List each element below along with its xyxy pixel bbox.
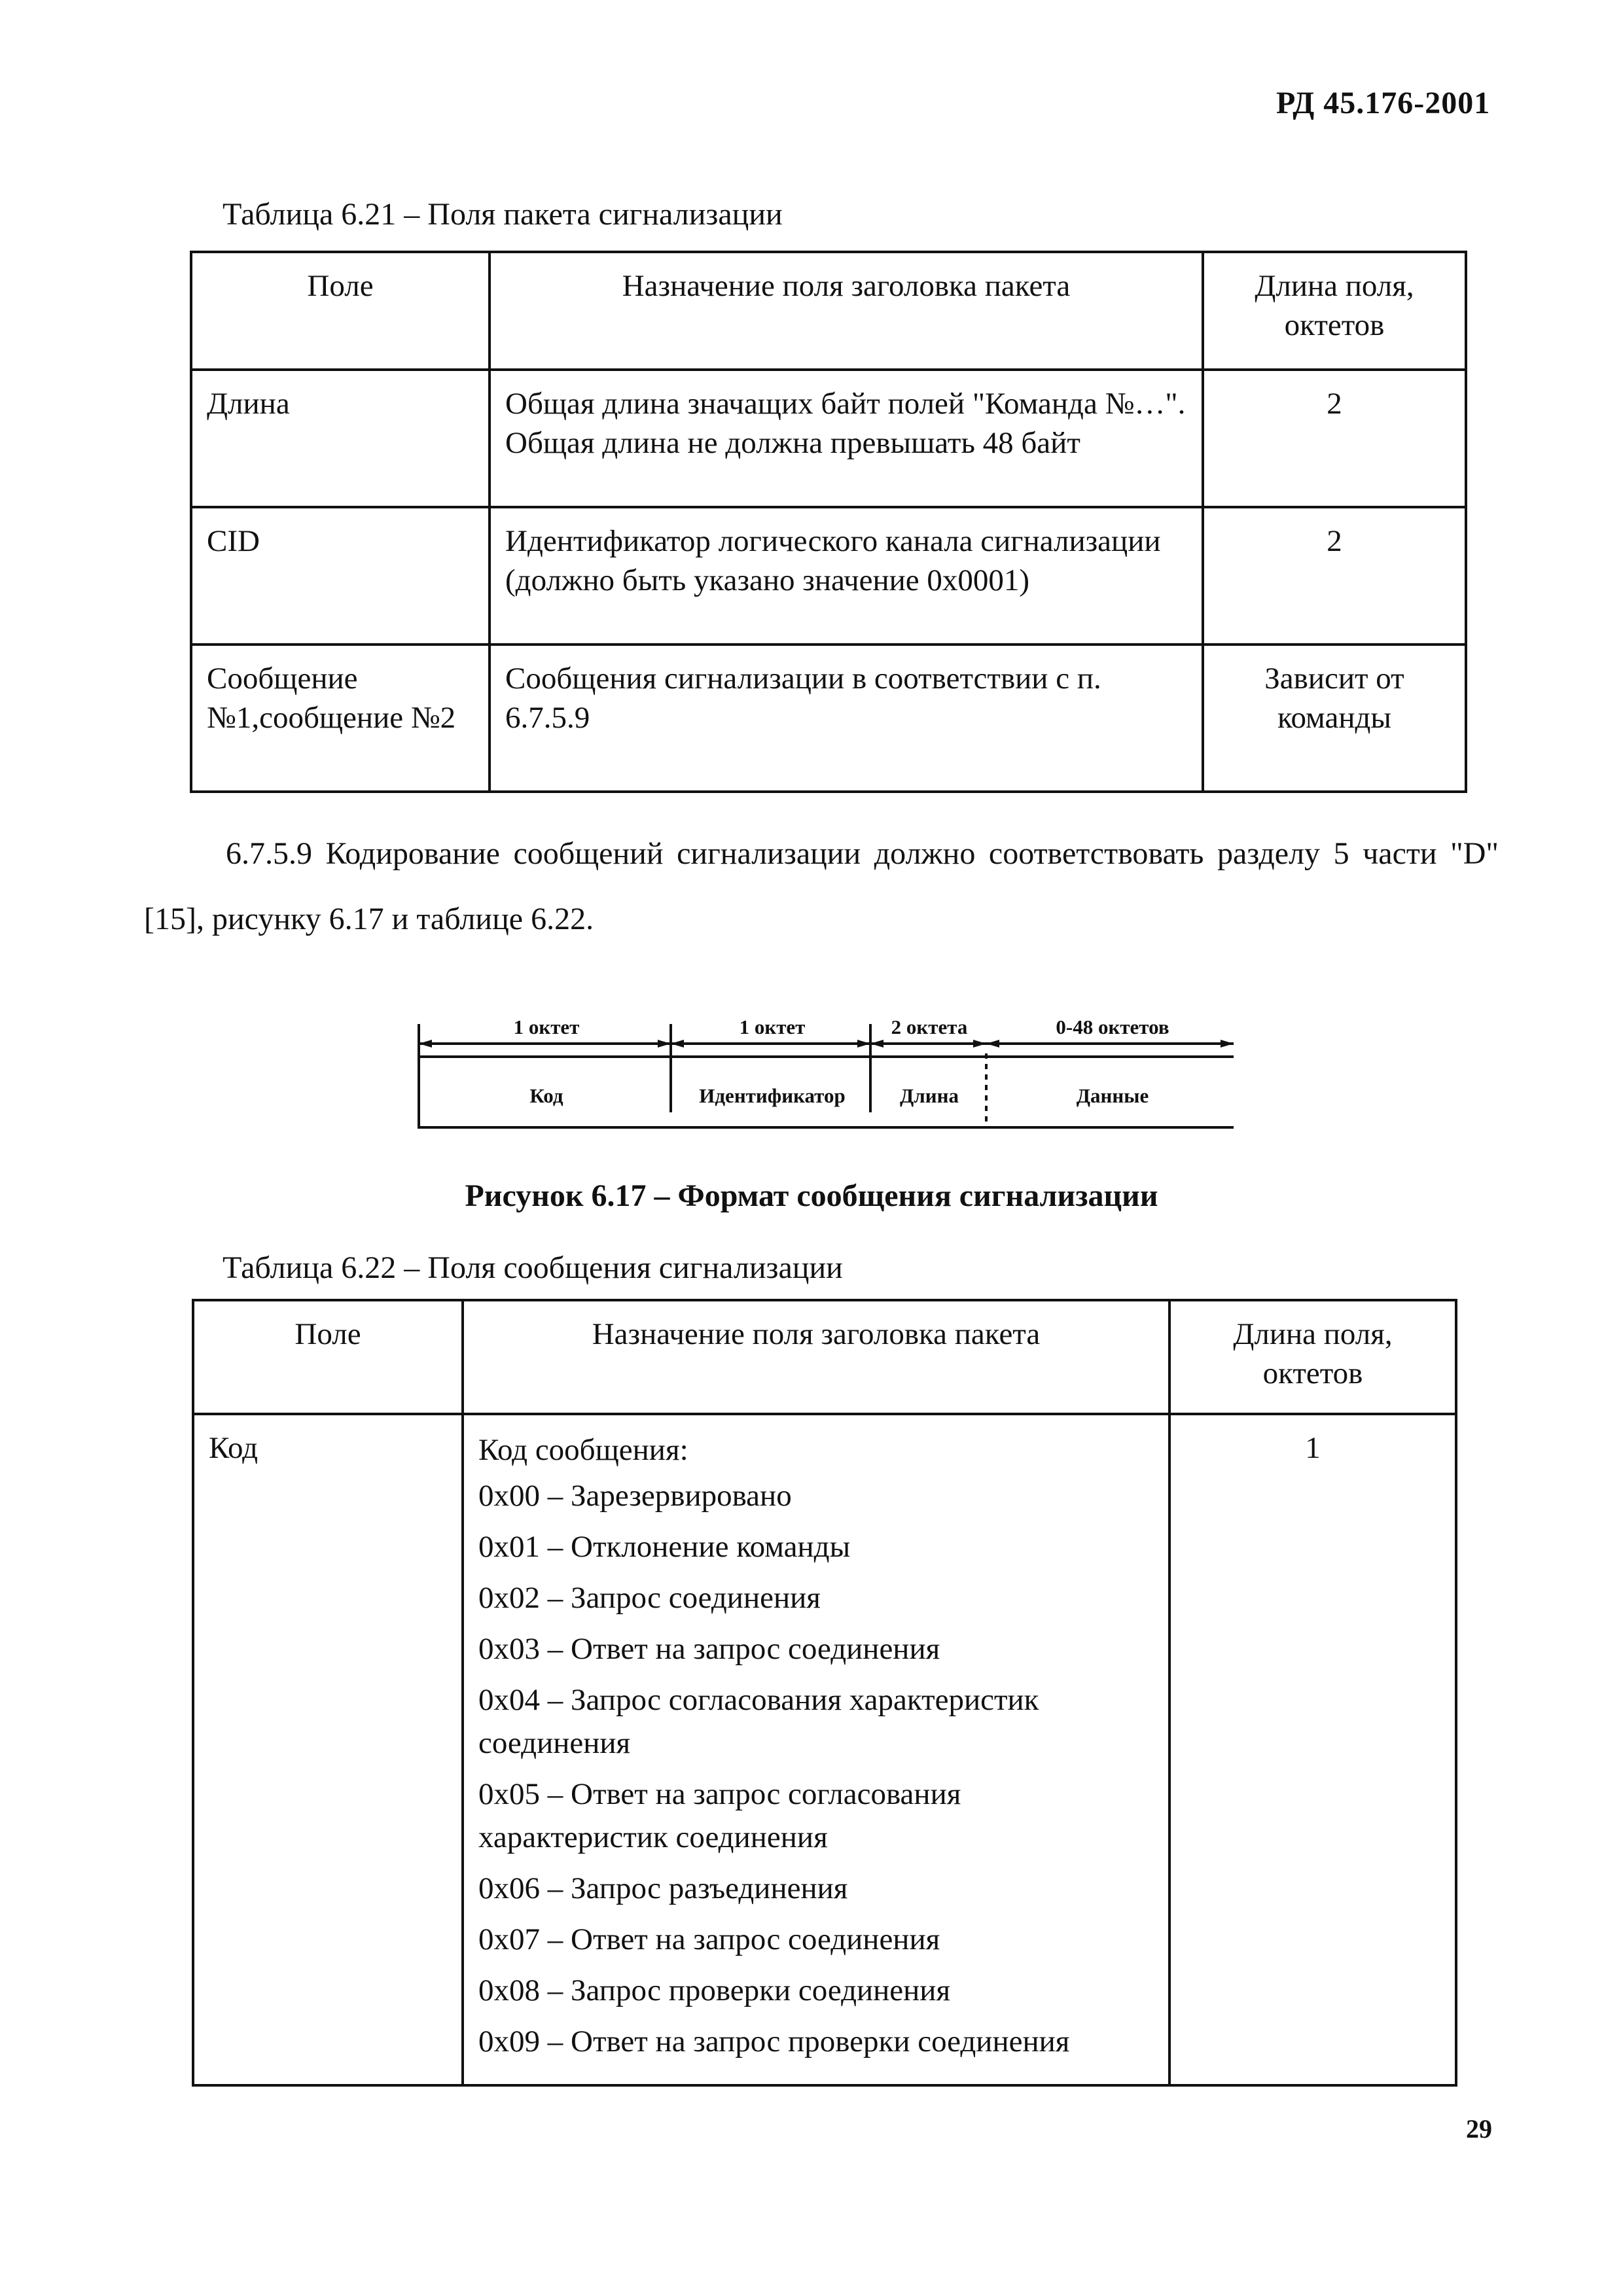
header-purpose: Назначение поля заголовка пакета — [463, 1300, 1169, 1414]
table-row — [193, 1414, 1456, 2085]
span-label-data: 0-48 октетов — [1056, 1016, 1169, 1038]
code-list-title: Код сообщения: — [478, 1433, 688, 1467]
cell-length: 2 — [1203, 370, 1466, 507]
section-6-7-5-9-paragraph: 6.7.5.9 Кодирование сообщений сигнализации должно соответствовать разделу 5 части "D" [15], рисунку 6.17 и таблице 6.22. — [144, 836, 1499, 936]
header-purpose: Назначение поля заголовка пакета — [490, 252, 1203, 370]
signaling-message-format-diagram — [416, 998, 1234, 1129]
table-row — [191, 507, 1466, 645]
document-id: РД 45.176-2001 — [1276, 86, 1491, 120]
code-item: 0x06 – Запрос разъединения — [478, 1871, 848, 1905]
table-row — [191, 645, 1466, 792]
code-item: 0x07 – Ответ на запрос соединения — [478, 1922, 940, 1956]
header-length: Длина поля, октетов — [1169, 1300, 1456, 1414]
figure-6-17-caption: Рисунок 6.17 – Формат сообщения сигнализации — [465, 1178, 1158, 1213]
code-item: 0x00 – Зарезервировано — [478, 1479, 792, 1513]
field-length: Длина — [900, 1084, 959, 1107]
code-item: 0x01 – Отклонение команды — [478, 1530, 851, 1564]
cell-field: Код — [193, 1414, 463, 2085]
field-data: Данные — [1076, 1084, 1149, 1107]
cell-purpose: Общая длина значащих байт полей "Команда №…". Общая длина не должна превышать 48 байт — [490, 370, 1203, 507]
code-item: 0x02 – Запрос соединения — [478, 1581, 821, 1615]
cell-length: Зависит от команды — [1203, 645, 1466, 792]
table-6-21 — [190, 251, 1467, 793]
page-number: 29 — [1466, 2114, 1492, 2144]
header-field: Поле — [193, 1300, 463, 1414]
cell-field: CID — [191, 507, 490, 645]
table-row — [191, 370, 1466, 507]
cell-purpose: Сообщения сигнализации в соответствии с п. 6.7.5.9 — [490, 645, 1203, 792]
cell-purpose: Идентификатор логического канала сигнализации (должно быть указано значение 0x0001) — [490, 507, 1203, 645]
span-label-length: 2 октета — [891, 1016, 968, 1038]
table-6-21-caption: Таблица 6.21 – Поля пакета сигнализации — [223, 197, 783, 232]
table-header-row — [193, 1300, 1456, 1414]
field-identifier: Идентификатор — [699, 1084, 846, 1107]
code-item: 0x04 – Запрос согласования характеристик соединения — [478, 1683, 1039, 1760]
table-6-22-caption: Таблица 6.22 – Поля сообщения сигнализации — [223, 1250, 843, 1285]
header-field: Поле — [191, 252, 490, 370]
span-label-code: 1 октет — [513, 1016, 580, 1038]
table-header-row — [191, 252, 1466, 370]
code-item: 0x05 – Ответ на запрос согласования характеристик соединения — [478, 1777, 961, 1854]
code-item: 0x08 – Запрос проверки соединения — [478, 1973, 951, 2007]
span-label-identifier: 1 октет — [739, 1016, 806, 1038]
cell-purpose — [463, 1414, 1169, 2085]
field-code: Код — [529, 1084, 563, 1107]
table-6-22 — [192, 1299, 1457, 2087]
cell-field: Сообщение №1,сообщение №2 — [191, 645, 490, 792]
code-item: 0x09 – Ответ на запрос проверки соединения — [478, 2024, 1070, 2058]
cell-length: 1 — [1169, 1414, 1456, 2085]
cell-length: 2 — [1203, 507, 1466, 645]
cell-field: Длина — [191, 370, 490, 507]
header-length: Длина поля, октетов — [1203, 252, 1466, 370]
code-item: 0x03 – Ответ на запрос соединения — [478, 1632, 940, 1666]
